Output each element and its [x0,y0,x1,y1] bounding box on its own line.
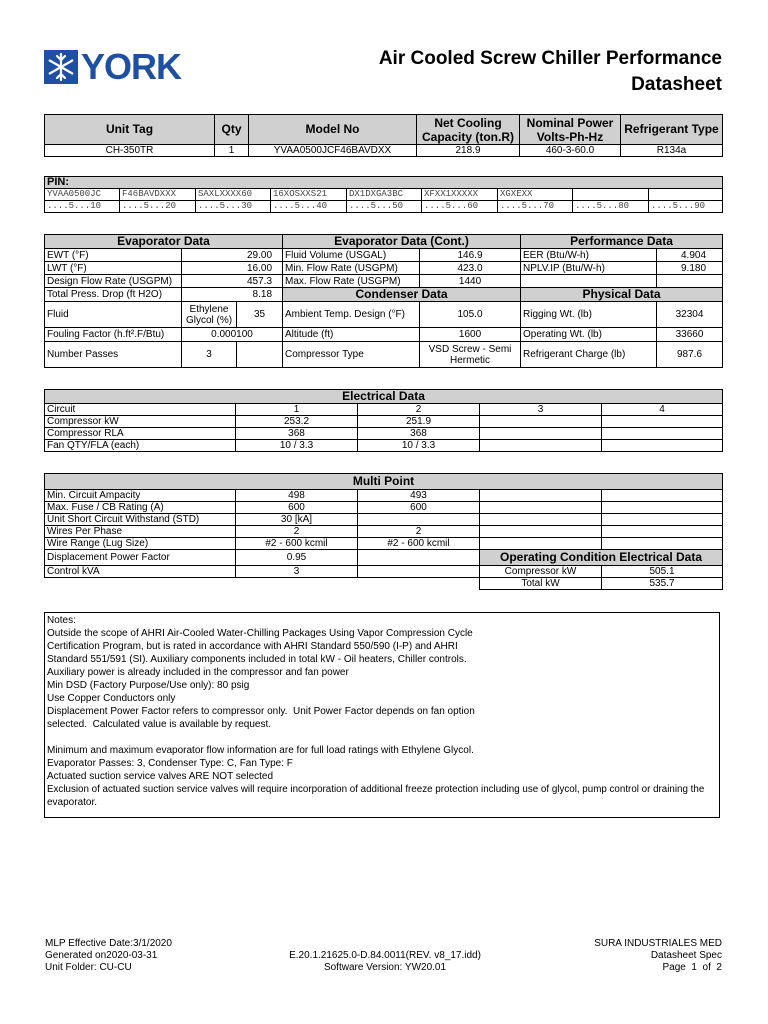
performance-data-header: Performance Data [521,235,723,249]
control-kva-value: 3 [236,566,358,578]
min-ampacity-label: Min. Circuit Ampacity [45,490,236,502]
footer-right [594,938,722,974]
pin-ruler: ....5...70 [498,201,573,213]
evaporator-data-header: Evaporator Data [45,235,283,249]
min-flow-label: Min. Flow Rate (USGPM) [283,262,420,275]
control-kva-label: Control kVA [45,566,236,578]
notes-line: Displacement Power Factor refers to compressor only. Unit Power Factor depends on fan option [47,706,475,717]
physical-data-header: Physical Data [521,288,723,302]
perf-empty [657,275,723,288]
passes-empty [237,342,283,368]
max-flow-value: 1440 [420,275,521,288]
dpf-empty [358,550,480,566]
multipoint-header: Multi Point [45,474,723,490]
wires-per-phase-4 [602,526,723,538]
short-circuit-label: Unit Short Circuit Withstand (STD) [45,514,236,526]
circuit-label: Circuit [45,404,236,416]
unit-tag-value: CH-350TR [45,145,215,157]
eer-value: 4.904 [657,249,723,262]
unit-table [44,114,723,157]
nominal-power-value: 460-3-60.0 [520,145,621,157]
pin-ruler: ....5...50 [347,201,422,213]
max-fuse-3 [480,502,602,514]
operating-wt-value: 33660 [657,328,723,342]
wires-per-phase-3 [480,526,602,538]
compressor-kw-3 [480,416,602,428]
short-circuit-1: 30 [kA] [236,514,358,526]
short-circuit-4 [602,514,723,526]
datasheet-spec: Datasheet Spec [650,950,722,961]
pin-code: XFXX1XXXXX [422,189,498,201]
compressor-kw-1: 253.2 [236,416,358,428]
notes-line: Minimum and maximum evaporator flow information are for full load ratings with Ethylene Glycol. [47,745,474,756]
altitude-label: Altitude (ft) [283,328,420,342]
max-fuse-1: 600 [236,502,358,514]
refrigerant-value: R134a [621,145,723,157]
pin-ruler: ....5...80 [573,201,649,213]
op-total-kw-value: 535.7 [602,578,723,590]
notes-line: Evaporator Passes: 3, Condenser Type: C, Fan Type: F [47,758,293,769]
short-circuit-3 [480,514,602,526]
fouling-label: Fouling Factor (h.ft².F/Btu) [45,328,182,342]
wire-range-3 [480,538,602,550]
lwt-label: LWT (°F) [45,262,182,275]
circuit-1: 1 [236,404,358,416]
kva-empty [358,566,480,578]
compressor-type-value: VSD Screw - Semi Hermetic [420,342,521,368]
pin-code [573,189,649,201]
blank-cell [358,578,480,590]
pin-ruler: ....5...30 [196,201,271,213]
dpf-value: 0.95 [236,550,358,566]
notes-line: Exclusion of actuated suction service valves will require incorporation of additional freeze protection including use of glycol, pump control or draining the [47,784,705,795]
header-refrigerant: Refrigerant Type [621,115,723,145]
ewt-value: 29.00 [182,249,283,262]
data-table [44,234,723,368]
fan-qty-1: 10 / 3.3 [236,440,358,452]
wires-per-phase-2: 2 [358,526,480,538]
compressor-rla-4 [602,428,723,440]
notes-line: Notes: [47,615,76,626]
software-version: Software Version: YW20.01 [323,962,447,973]
pin-code: DX1DXGA3BC [347,189,422,201]
pin-table [44,176,723,213]
ambient-temp-label: Ambient Temp. Design (°F) [283,302,420,328]
notes-line: Outside the scope of AHRI Air-Cooled Water-Chilling Packages Using Vapor Compression Cycle [47,628,473,639]
fluid-volume-value: 146.9 [420,249,521,262]
model-no-value: YVAA0500JCF46BAVDXX [249,145,417,157]
notes-line [47,731,717,744]
generated-date: Generated on2020-03-31 [45,950,158,961]
pin-ruler: ....5...10 [45,201,120,213]
footer-left [45,938,172,974]
rigging-wt-label: Rigging Wt. (lb) [521,302,657,328]
nplv-label: NPLV.IP (Btu/W-h) [521,262,657,275]
mlp-date: MLP Effective Date:3/1/2020 [45,938,172,949]
page-number: Page 1 of 2 [662,962,722,973]
pin-ruler: ....5...60 [422,201,498,213]
notes-line: evaporator. [47,797,98,808]
compressor-type-label: Compressor Type [283,342,420,368]
fan-qty-3 [480,440,602,452]
fluid-volume-label: Fluid Volume (USGAL) [283,249,420,262]
design-flow-label: Design Flow Rate (USGPM) [45,275,182,288]
operating-wt-label: Operating Wt. (lb) [521,328,657,342]
header-model-no: Model No [249,115,417,145]
max-fuse-4 [602,502,723,514]
fan-qty-label: Fan QTY/FLA (each) [45,440,236,452]
ambient-temp-value: 105.0 [420,302,521,328]
footer-center [260,950,510,974]
compressor-rla-label: Compressor RLA [45,428,236,440]
short-circuit-2 [358,514,480,526]
op-compressor-kw-value: 505.1 [602,566,723,578]
fan-qty-4 [602,440,723,452]
wire-range-4 [602,538,723,550]
ewt-label: EWT (°F) [45,249,182,262]
notes-line: Auxiliary power is already included in the compressor and fan power [47,667,349,678]
perf-empty [521,275,657,288]
compressor-kw-label: Compressor kW [45,416,236,428]
multipoint-table [44,473,723,590]
compressor-rla-3 [480,428,602,440]
circuit-2: 2 [358,404,480,416]
refrigerant-charge-label: Refrigerant Charge (lb) [521,342,657,368]
wires-per-phase-1: 2 [236,526,358,538]
notes-line: Standard 551/591 (SI). Auxiliary components included in total kW - Oil heaters, Chiller controls. [47,654,467,665]
op-compressor-kw-label: Compressor kW [480,566,602,578]
qty-value: 1 [215,145,249,157]
fluid-type: Ethylene Glycol (%) [182,302,237,328]
fluid-percent: 35 [237,302,283,328]
page-title: Air Cooled Screw Chiller Performance Datasheet [378,48,722,95]
company-name: SURA INDUSTRIALES MED [594,938,722,949]
blank-cell [236,578,358,590]
snowflake-icon [44,50,78,84]
pin-code: F46BAVDXXX [120,189,196,201]
wires-per-phase-label: Wires Per Phase [45,526,236,538]
max-fuse-label: Max. Fuse / CB Rating (A) [45,502,236,514]
notes-line: Min DSD (Factory Purpose/Use only): 80 psig [47,680,250,691]
press-drop-value: 8.18 [182,288,283,302]
compressor-kw-4 [602,416,723,428]
pin-code [649,189,723,201]
altitude-value: 1600 [420,328,521,342]
fan-qty-2: 10 / 3.3 [358,440,480,452]
min-ampacity-4 [602,490,723,502]
circuit-4: 4 [602,404,723,416]
operating-condition-header: Operating Condition Electrical Data [480,550,723,566]
compressor-kw-2: 251.9 [358,416,480,428]
header-qty: Qty [215,115,249,145]
press-drop-label: Total Press. Drop (ft H2O) [45,288,182,302]
wire-range-1: #2 - 600 kcmil [236,538,358,550]
pin-ruler: ....5...40 [271,201,347,213]
refrigerant-charge-value: 987.6 [657,342,723,368]
passes-label: Number Passes [45,342,182,368]
pin-code: YVAA0500JC [45,189,120,201]
circuit-3: 3 [480,404,602,416]
notes-line: Actuated suction service valves ARE NOT selected [47,771,274,782]
rigging-wt-value: 32304 [657,302,723,328]
fouling-value: 0.000100 [182,328,283,342]
header-net-cooling: Net Cooling Capacity (ton.R) [417,115,520,145]
passes-value: 3 [182,342,237,368]
pin-code: 16XOSXXS21 [271,189,347,201]
dpf-label: Displacement Power Factor [45,550,236,566]
pin-ruler: ....5...20 [120,201,196,213]
fluid-label: Fluid [45,302,182,328]
logo-text: YORK [81,46,182,87]
notes-line: Certification Program, but is rated in accordance with AHRI Standard 550/590 (I-P) and AHRI [47,641,458,652]
max-fuse-2: 600 [358,502,480,514]
condenser-data-header: Condenser Data [283,288,521,302]
min-ampacity-3 [480,490,602,502]
pin-label: PIN: [45,177,723,189]
net-cooling-value: 218.9 [417,145,520,157]
unit-folder: Unit Folder: CU-CU [45,962,132,973]
evaporator-cont-header: Evaporator Data (Cont.) [283,235,521,249]
notes-box [44,612,720,818]
electrical-data-header: Electrical Data [45,390,723,404]
max-flow-label: Max. Flow Rate (USGPM) [283,275,420,288]
op-total-kw-label: Total kW [480,578,602,590]
wire-range-2: #2 - 600 kcmil [358,538,480,550]
design-flow-value: 457.3 [182,275,283,288]
pin-code: SAXLXXXX60 [196,189,271,201]
min-flow-value: 423.0 [420,262,521,275]
wire-range-label: Wire Range (Lug Size) [45,538,236,550]
header-unit-tag: Unit Tag [45,115,215,145]
blank-cell [45,578,236,590]
min-ampacity-1: 498 [236,490,358,502]
notes-line: Use Copper Conductors only [47,693,176,704]
pin-ruler: ....5...90 [649,201,723,213]
eer-label: EER (Btu/W-h) [521,249,657,262]
document-code: E.20.1.21625.0-D.84.0011(REV. v8_17.idd) [289,950,481,961]
compressor-rla-2: 368 [358,428,480,440]
compressor-rla-1: 368 [236,428,358,440]
electrical-table [44,389,723,452]
min-ampacity-2: 493 [358,490,480,502]
lwt-value: 16.00 [182,262,283,275]
nplv-value: 9.180 [657,262,723,275]
york-logo [44,46,182,87]
notes-line: selected. Calculated value is available by request. [47,719,272,730]
header-nominal-power: Nominal Power Volts-Ph-Hz [520,115,621,145]
pin-code: XGXEXX [498,189,573,201]
